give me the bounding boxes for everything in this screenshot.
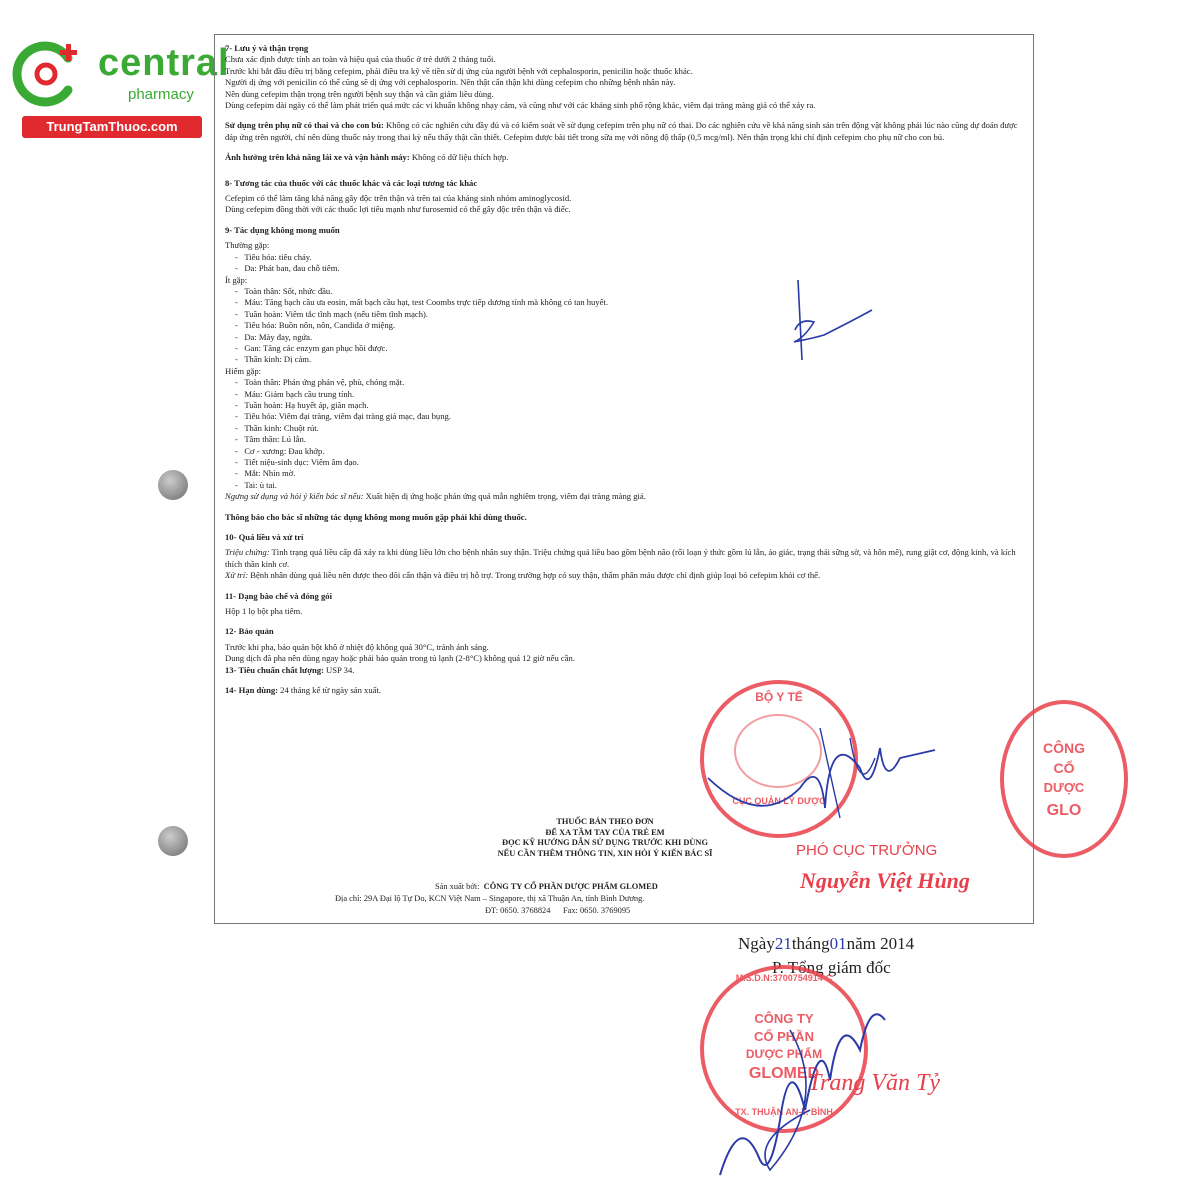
section-8-title: 8- Tương tác của thuốc với các thuốc khác và các loại tương tác khác — [225, 177, 478, 188]
s8-line: Dùng cefepim đồng thời với các thuốc lợi tiểu mạnh như furosemid có thể gây độc trên thận và điếc. — [225, 204, 571, 215]
s7-line: Người dị ứng với penicilin có thể cũng sẽ dị ứng với cephalosporin. Nên thật cẩn thận khi dùng cefepim cho những bệnh nhân này. — [225, 77, 676, 88]
s7-line: Dùng cefepim dài ngày có thể làm phát triển quá mức các vi khuẩn không nhạy cảm, và cũng như với các kháng sinh phổ rộng khác, viêm đại tràng màng giả có thể xảy ra. — [225, 100, 816, 111]
stamp-ring-text: TX. THUẬN AN-T. BÌNH — [735, 1107, 833, 1117]
brand-url[interactable]: TrungTamThuoc.com — [22, 116, 202, 138]
maker-name: CÔNG TY CỔ PHẦN DƯỢC PHẨM GLOMED — [483, 882, 658, 891]
list-item: - Thần kinh: Chuột rút. — [235, 422, 319, 433]
common-label: Thường gặp: — [225, 240, 270, 251]
notify-note: Thông báo cho bác sĩ những tác dụng không mong muốn gặp phải khi dùng thuốc. — [225, 511, 527, 522]
stamp-ring-text: M.S.D.N:3700754914-C — [735, 973, 833, 983]
list-item: - Tiêu hóa: Buồn nôn, nôn, Candida ở miệng. — [235, 320, 396, 331]
approval-signer: Nguyễn Việt Hùng — [800, 868, 970, 893]
list-item: - Tiêu hóa: Viêm đại tràng, viêm đại tràng giả mạc, đau bụng. — [235, 411, 451, 422]
list-item: - Gan: Tăng các enzym gan phục hồi được. — [235, 342, 388, 353]
stamp-ring-text: BỘ Y TẾ — [755, 690, 803, 704]
section-13-text: USP 34. — [323, 664, 355, 675]
director-signer: Trang Văn Tỷ — [808, 1070, 941, 1096]
approval-role: PHÓ CỤC TRƯỞNG — [796, 842, 938, 859]
brand-logo[interactable] — [10, 36, 230, 136]
symptom-paragraph — [225, 547, 1025, 570]
treatment-text: Bệnh nhân dùng quá liều nên được theo dõi cẩn thận và điều trị hỗ trợ. Trong trường hợp có suy thận, thẩm phân máu được chỉ định giúp loại bỏ cefepim khỏi cơ thể. — [248, 570, 821, 581]
list-item: - Máu: Tăng bạch cầu ưa eosin, mất bạch cầu hạt, test Coombs trực tiếp dương tính mà không có tan huyết. — [235, 297, 609, 308]
section-11-title: 11- Dạng bào chế và đóng gói — [225, 590, 332, 601]
driving-text: Không có dữ liệu thích hợp. — [409, 152, 509, 163]
section-10-title: 10- Quá liều và xử trí — [225, 532, 304, 543]
company-stamp-partial: CÔNG CỔ DƯỢC GLO — [1000, 700, 1128, 858]
list-item: - Tuần hoàn: Viêm tắc tĩnh mạch (nếu tiêm tĩnh mạch). — [235, 308, 429, 319]
list-item: - Toàn thân: Sốt, nhức đầu. — [235, 285, 333, 296]
stop-label: Ngưng sử dụng và hỏi ý kiến bác sĩ nếu: — [225, 491, 364, 502]
pregnancy-text: Không có các nghiên cứu đầy đủ và có kiểm soát về sử dụng cefepim trên phụ nữ có thai. Do các nghiên cứu về khả năng sinh sản trên động vật không phải lúc nào cũng dự đoán được đáp ứng trên người, chỉ nên dùng thuốc này trong thai kỳ nếu thấy thật cần thiết. Cefepim được bài tiết trong sữa mẹ với nồng độ thấp (0,5 mcg/ml). Nên thận trọng khi chỉ định cefepim cho phụ nữ cho con bú. — [225, 120, 1018, 142]
list-item: - Máu: Giảm bạch cầu trung tính. — [235, 388, 355, 399]
s12-line: Dung dịch đã pha nên dùng ngay hoặc phải bảo quản trong tủ lạnh (2-8°C) không quá 12 giờ nếu cần. — [225, 653, 575, 664]
list-item: - Tiêu hóa: tiêu chảy. — [235, 251, 312, 262]
central-pharmacy-logo-icon — [10, 38, 82, 110]
maker-address: Địa chỉ: 29A Đại lộ Tự Do, KCN Việt Nam – Singapore, thị xã Thuận An, tỉnh Bình Dương. — [335, 893, 645, 903]
sign-date: Ngày21tháng01năm 2014 — [738, 934, 915, 953]
list-item: - Toàn thân: Phản ứng phản vệ, phù, chóng mặt. — [235, 377, 405, 388]
list-item: - Tiết niệu-sinh dục: Viêm âm đạo. — [235, 457, 359, 467]
treatment-label: Xử trí: — [225, 570, 249, 581]
symptom-text: Tình trạng quá liều cấp đã xảy ra khi dùng liều lớn cho bệnh nhân suy thận. Triệu chứng quá liều bao gồm bệnh não (rối loạn ý thức gồm lú lẫn, ảo giác, trạng thái sững sờ, và hôn mê), rung giật cơ, động kinh, và kích thích thần kinh cơ. — [225, 547, 1016, 569]
warning-line: ĐỂ XA TẦM TAY CỦA TRẺ EM — [545, 827, 665, 837]
list-item: - Tuần hoàn: Hạ huyết áp, giãn mạch. — [235, 399, 369, 410]
pregnancy-label: Sử dụng trên phụ nữ có thai và cho con bú: — [225, 120, 384, 131]
list-item: - Tâm thần: Lú lẫn. — [235, 434, 306, 445]
stop-paragraph — [225, 491, 1025, 502]
list-item: - Thần kinh: Dị cảm. — [235, 354, 312, 365]
warning-line: ĐỌC KỸ HƯỚNG DẪN SỬ DỤNG TRƯỚC KHI DÙNG — [502, 838, 708, 848]
section-9-title: 9- Tác dụng không mong muốn — [225, 224, 340, 235]
maker-label: Sản xuất bởi: — [435, 882, 480, 891]
list-item: - Da: Mày đay, ngứa. — [235, 331, 313, 342]
list-item: - Da: Phát ban, đau chỗ tiêm. — [235, 263, 340, 274]
s11-text: Hộp 1 lọ bột pha tiêm. — [225, 606, 303, 617]
uncommon-label: Ít gặp: — [225, 274, 248, 285]
section-13 — [225, 665, 1025, 676]
list-item: - Mắt: Nhìn mờ. — [235, 468, 296, 479]
treatment-paragraph — [225, 570, 1025, 581]
document-content — [225, 43, 1025, 697]
section-12-title: 12- Bảo quản — [225, 626, 274, 637]
symptom-label: Triệu chứng: — [225, 547, 270, 558]
section-14 — [225, 685, 1025, 696]
s7-line: Nên dùng cefepim thận trọng trên người bệnh suy thận và cần giảm liều dùng. — [225, 88, 494, 99]
maker-fax: Fax: 0650. 3769095 — [562, 905, 631, 915]
glomed-stamp: M.S.D.N:3700754914-C CÔNG TY CỔ PHẦN DƯỢC PHẨM GLOMED TX. THUẬN AN-T. BÌNH — [700, 965, 868, 1133]
driving-paragraph — [225, 152, 1025, 163]
section-7-title: 7- Lưu ý và thận trọng — [225, 43, 309, 53]
punch-hole — [158, 470, 188, 500]
s7-line: Chưa xác định được tính an toàn và hiệu quả của thuốc ở trẻ dưới 2 tháng tuổi. — [225, 54, 496, 65]
brand-subtitle: pharmacy — [128, 86, 194, 103]
rare-label: Hiếm gặp: — [225, 365, 262, 376]
warning-line: NẾU CẦN THÊM THÔNG TIN, XIN HỎI Ý KIẾN BÁC SĨ — [497, 848, 713, 858]
warning-line: THUỐC BÁN THEO ĐƠN — [556, 817, 654, 826]
initial-signature — [780, 280, 880, 370]
list-item: - Cơ - xương: Đau khớp. — [235, 445, 325, 456]
pregnancy-paragraph — [225, 120, 1025, 143]
s8-line: Cefepim có thể làm tăng khả năng gây độc trên thận và trên tai của kháng sinh nhóm aminoglycosid. — [225, 193, 572, 204]
list-item: - Tai: ù tai. — [235, 479, 277, 490]
s12-line: Trước khi pha, bảo quản bột khô ở nhiệt độ không quá 30°C, tránh ánh sáng. — [225, 641, 489, 652]
driving-label: Ảnh hưởng trên khả năng lái xe và vận hành máy: — [225, 152, 410, 163]
s7-line: Trước khi bắt đầu điều trị bằng cefepim, phải điều tra kỹ về tiền sử dị ứng của người bệnh với cephalosporin, penicilin hoặc thuốc khác. — [225, 65, 693, 76]
section-14-label: 14- Hạn dùng: — [225, 685, 279, 696]
brand-name: central — [98, 42, 230, 84]
stamp-ring-sub: CỤC QUẢN LÝ DƯỢC — [732, 796, 826, 806]
approval-signature — [700, 718, 940, 828]
section-13-label: 13- Tiêu chuẩn chất lượng: — [225, 664, 324, 675]
section-14-text: 24 tháng kể từ ngày sản xuất. — [278, 685, 382, 696]
maker-phone: ĐT: 0650. 3768824 — [485, 905, 551, 915]
stop-text: Xuất hiện dị ứng hoặc phản ứng quá mẫn nghiêm trọng, viêm đại tràng màng giả. — [363, 491, 646, 502]
punch-hole — [158, 826, 188, 856]
deputy-director-title: P. Tổng giám đốc — [772, 958, 891, 977]
